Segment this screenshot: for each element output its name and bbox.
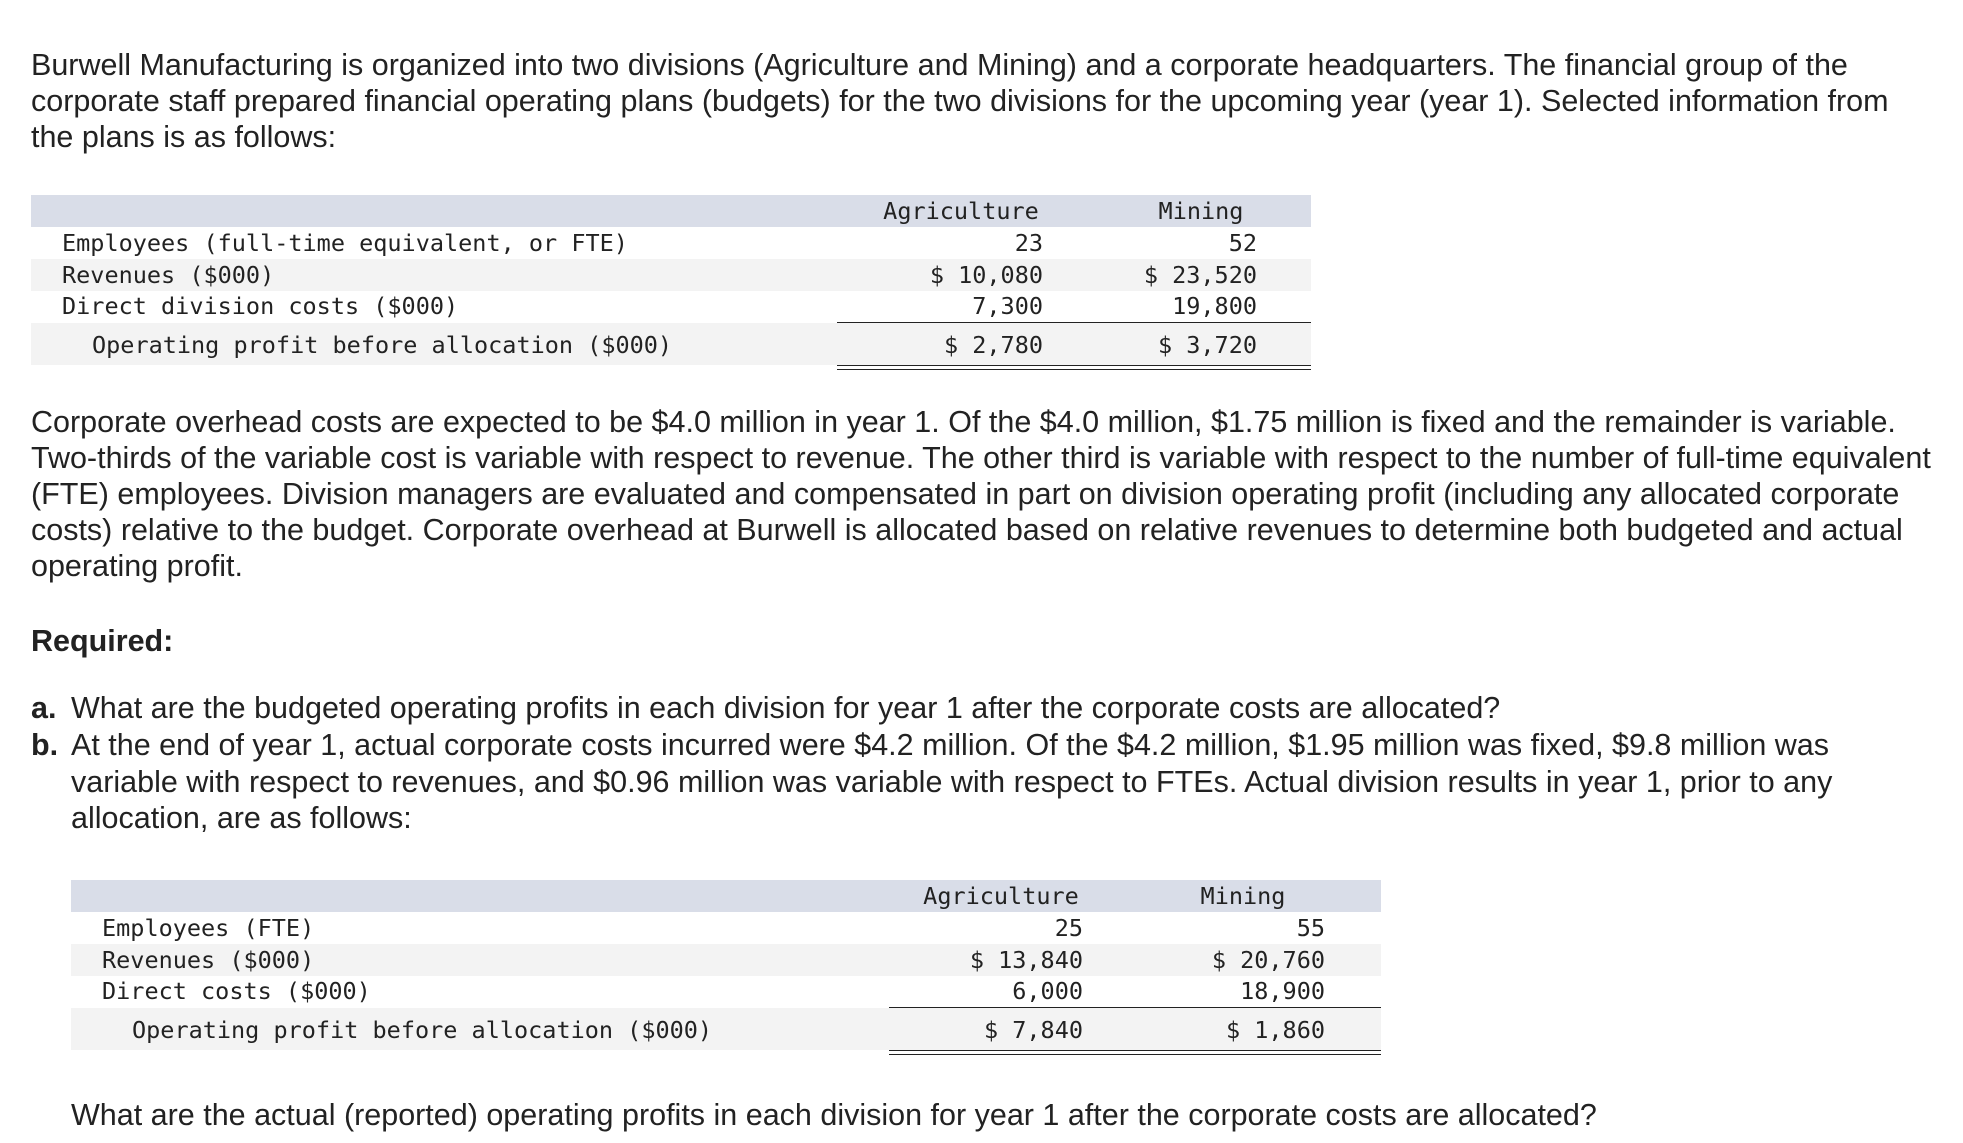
budget-row-agriculture: 7,300 xyxy=(972,292,1043,320)
question-a-text: What are the budgeted operating profits in each division for year 1 after the corporate costs are allocated? xyxy=(71,691,1501,725)
budget-total-agriculture: $ 2,780 xyxy=(943,331,1043,359)
question-b xyxy=(31,727,1931,837)
actual-total-agriculture: $ 7,840 xyxy=(983,1016,1083,1044)
actual-subtotal-rule xyxy=(889,1007,1381,1008)
intro-paragraph: Burwell Manufacturing is organized into two divisions (Agriculture and Mining) and a corporate headquarters. The financial group of the corporate staff prepared financial operating plans (budgets) for the two divisions for the upcoming year (year 1). Selected information from the plans is as follows: xyxy=(31,48,1889,154)
actual-col-mining: Mining xyxy=(1200,882,1286,910)
question-a xyxy=(31,690,1931,727)
budget-row-agriculture: 23 xyxy=(1014,229,1043,257)
actual-row-agriculture: $ 13,840 xyxy=(969,946,1083,974)
budget-row-mining: $ 23,520 xyxy=(1143,261,1257,289)
actual-row-label: Revenues ($000) xyxy=(102,946,315,974)
budget-total-mining: $ 3,720 xyxy=(1157,331,1257,359)
budget-total-label: Operating profit before allocation ($000) xyxy=(92,331,673,359)
actual-row-mining: 18,900 xyxy=(1240,977,1325,1005)
budget-row-agriculture: $ 10,080 xyxy=(929,261,1043,289)
actual-total-label: Operating profit before allocation ($000) xyxy=(132,1016,713,1044)
actual-row-mining: $ 20,760 xyxy=(1211,946,1325,974)
actual-row-label: Employees (FTE) xyxy=(102,914,315,942)
budget-col-mining: Mining xyxy=(1158,197,1244,225)
actual-table xyxy=(71,880,1381,1060)
actual-row-mining: 55 xyxy=(1296,914,1325,942)
question-b-label: b. xyxy=(31,728,59,762)
actual-col-agriculture: Agriculture xyxy=(923,882,1079,910)
budget-total-double-rule xyxy=(837,365,1311,370)
budget-table xyxy=(31,195,1311,375)
budget-row-mining: 52 xyxy=(1228,229,1257,257)
actual-row-agriculture: 6,000 xyxy=(1012,977,1083,1005)
overhead-paragraph: Corporate overhead costs are expected to be $4.0 million in year 1. Of the $4.0 million, $1.75 million is fixed and the remainder is variable. Two-thirds of the variable cost is variable with respect to revenue. The other third is variable with respect to the number of full-time equivalent (FTE) employees. Division managers are evaluated and compensated in part on division operating profit (including any allocated corporate costs) relative to the budget. Corporate overhead at Burwell is allocated based on relative revenues to determine both budgeted and actual operating profit. xyxy=(31,405,1931,583)
actual-total-double-rule xyxy=(889,1050,1381,1055)
question-b-text: At the end of year 1, actual corporate costs incurred were $4.2 million. Of the $4.2 million, $1.95 million was fixed, $9.8 million was variable with respect to revenues, and $0.96 million was variable with respect to FTEs. Actual division results in year 1, prior to any allocation, are as follows: xyxy=(71,728,1833,835)
actual-row-label: Direct costs ($000) xyxy=(102,977,371,1005)
actual-total-mining: $ 1,860 xyxy=(1225,1016,1325,1044)
required-heading: Required: xyxy=(31,624,174,658)
final-question: What are the actual (reported) operating profits in each division for year 1 after the corporate costs are allocated? xyxy=(71,1098,1597,1132)
budget-subtotal-rule xyxy=(837,322,1311,323)
actual-row-agriculture: 25 xyxy=(1054,914,1083,942)
question-a-label: a. xyxy=(31,691,57,725)
budget-row-mining: 19,800 xyxy=(1172,292,1257,320)
budget-col-agriculture: Agriculture xyxy=(883,197,1039,225)
budget-row-label: Direct division costs ($000) xyxy=(62,292,459,320)
budget-row-label: Employees (full-time equivalent, or FTE) xyxy=(62,229,628,257)
budget-row-label: Revenues ($000) xyxy=(62,261,275,289)
